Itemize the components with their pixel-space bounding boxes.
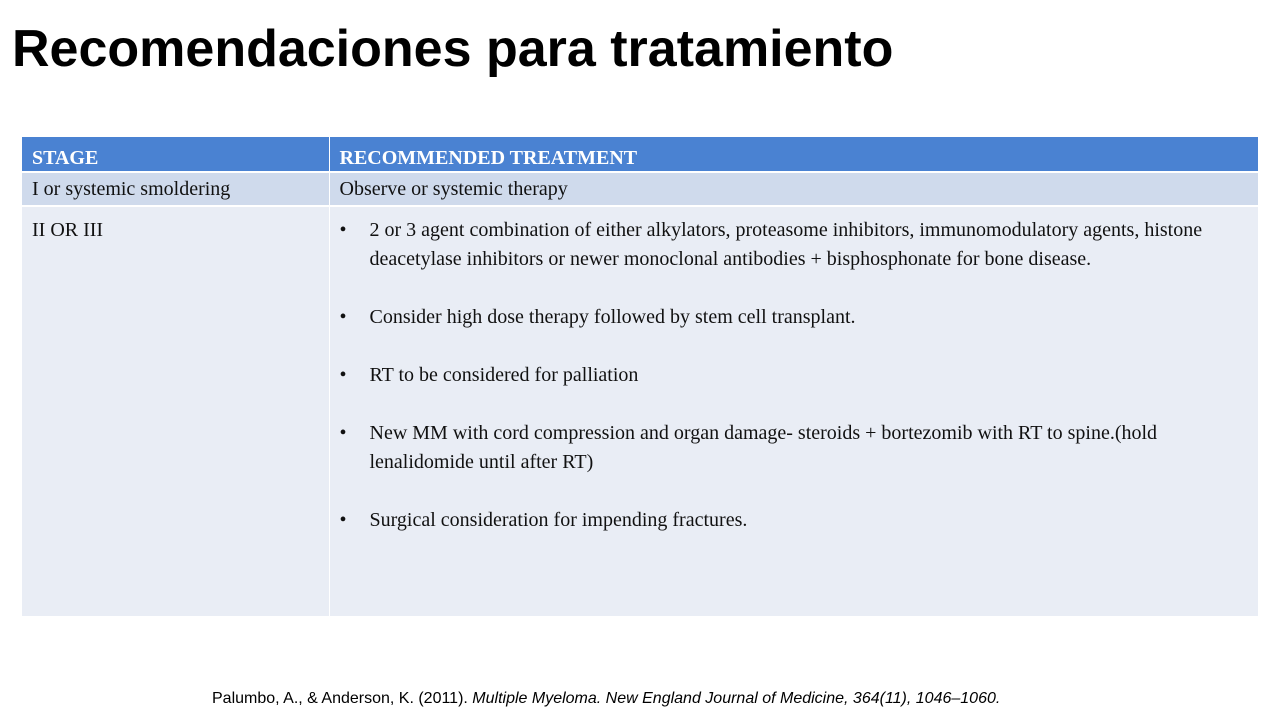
header-stage: STAGE — [22, 137, 329, 172]
citation-authors: Palumbo, A., & Anderson, K. (2011). — [212, 690, 473, 707]
treatment-table — [22, 137, 1259, 616]
treatment-cell — [329, 206, 1258, 616]
slide-title: Recomendaciones para tratamiento — [12, 20, 894, 78]
treatment-bullet: • RT to be considered for palliation — [340, 361, 1248, 390]
table-row — [22, 172, 1258, 206]
treatment-bullet: • New MM with cord compression and organ damage- steroids + bortezomib with RT to spine.(hold lenalidomide until after RT) — [340, 419, 1248, 477]
treatment-bullet: • 2 or 3 agent combination of either alkylators, proteasome inhibitors, immunomodulatory agents, histone deacetylase inhibitors or newer monoclonal antibodies + bisphosphonate for bone disease. — [340, 216, 1248, 274]
table-row — [22, 206, 1258, 616]
citation-journal: Multiple Myeloma. New England Journal of Medicine, 364(11), — [472, 690, 912, 707]
citation-pages: 1046–1060. — [911, 690, 1001, 707]
header-recommended-treatment: RECOMMENDED TREATMENT — [329, 137, 1258, 172]
treatment-bullet: • Consider high dose therapy followed by stem cell transplant. — [340, 303, 1248, 332]
treatment-bullet: • Surgical consideration for impending fractures. — [340, 506, 1248, 535]
treatment-bullet-list — [340, 216, 1248, 535]
table-header-row — [22, 137, 1258, 172]
stage-cell: II OR III — [22, 206, 329, 616]
citation — [212, 688, 1112, 710]
treatment-cell: Observe or systemic therapy — [329, 172, 1258, 206]
stage-cell: I or systemic smoldering — [22, 172, 329, 206]
